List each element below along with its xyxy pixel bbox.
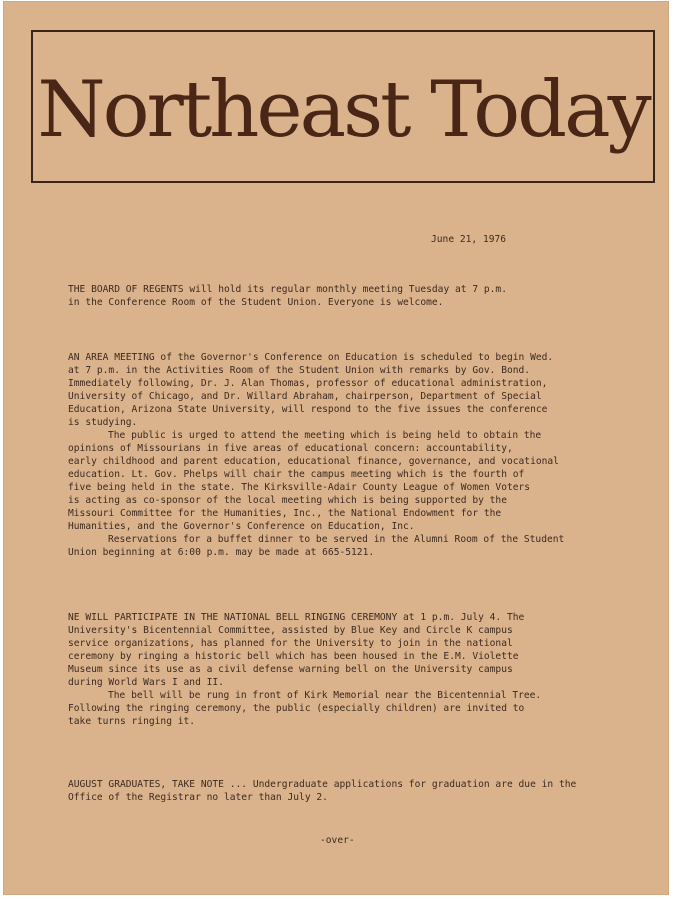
item-lead: AN AREA MEETING — [68, 352, 155, 363]
item-line: at 1 p.m. July 4. The — [403, 612, 525, 623]
masthead-frame — [31, 30, 655, 183]
item-line: service organizations, has planned for the University to join in the national — [68, 638, 513, 649]
news-item-bell-ringing — [68, 611, 640, 728]
item-line: University's Bicentennial Committee, assisted by Blue Key and Circle K campus — [68, 625, 513, 636]
item-line: Missouri Committee for the Humanities, Inc., the National Endowment for the — [68, 508, 502, 519]
item-line: Humanities, and the Governor's Conference on Education, Inc. — [68, 521, 415, 532]
news-item-board-of-regents — [68, 283, 640, 309]
item-line: Following the ringing ceremony, the public (especially children) are invited to — [68, 703, 525, 714]
news-item-graduates — [68, 778, 640, 804]
item-lead: THE BOARD OF REGENTS — [68, 284, 184, 295]
item-line: opinions of Missourians in five areas of educational concern: accountability, — [68, 443, 513, 454]
item-line: ... Undergraduate applications for graduation are due in the — [229, 779, 577, 790]
item-line: The bell will be rung in front of Kirk Memorial near the Bicentennial Tree. — [108, 690, 542, 701]
masthead-title: Northeast Today — [37, 64, 649, 155]
item-line: Museum since its use as a civil defense warning bell on the University campus — [68, 664, 513, 675]
item-line: Education, Arizona State University, will respond to the five issues the conference — [68, 404, 548, 415]
issue-date: June 21, 1976 — [431, 234, 507, 245]
item-line: Union beginning at 6:00 p.m. may be made at 665-5121. — [68, 547, 375, 558]
item-line: is acting as co-sponsor of the local meeting which is being supported by the — [68, 495, 507, 506]
item-line: ceremony by ringing a historic bell which has been housed in the E.M. Violette — [68, 651, 519, 662]
item-line: at 7 p.m. in the Activities Room of the Student Union with remarks by Gov. Bond. — [68, 365, 531, 376]
item-line: education. Lt. Gov. Phelps will chair the campus meeting which is the fourth of — [68, 469, 525, 480]
item-lead: NE WILL PARTICIPATE IN THE NATIONAL BELL RINGING CEREMONY — [68, 612, 398, 623]
over-marker: -over- — [320, 835, 355, 846]
item-lead: AUGUST GRADUATES, TAKE NOTE — [68, 779, 224, 790]
news-item-area-meeting — [68, 351, 640, 559]
item-line: Reservations for a buffet dinner to be served in the Alumni Room of the Student — [108, 534, 565, 545]
item-line: Immediately following, Dr. J. Alan Thomas, professor of educational administration, — [68, 378, 548, 389]
item-line: take turns ringing it. — [68, 716, 196, 727]
item-line: University of Chicago, and Dr. Willard Abraham, chairperson, Department of Special — [68, 391, 542, 402]
item-line: Office of the Registrar no later than July 2. — [68, 792, 328, 803]
item-line: will hold its regular monthly meeting Tuesday at 7 p.m. — [189, 284, 507, 295]
item-line: is studying. — [68, 417, 138, 428]
item-line: of the Governor's Conference on Education is scheduled to begin Wed. — [160, 352, 554, 363]
item-line: The public is urged to attend the meeting which is being held to obtain the — [108, 430, 542, 441]
item-line: during World Wars I and II. — [68, 677, 224, 688]
item-line: five being held in the state. The Kirksville-Adair County League of Women Voters — [68, 482, 531, 493]
item-line: early childhood and parent education, educational finance, governance, and vocational — [68, 456, 559, 467]
item-line: in the Conference Room of the Student Union. Everyone is welcome. — [68, 297, 444, 308]
